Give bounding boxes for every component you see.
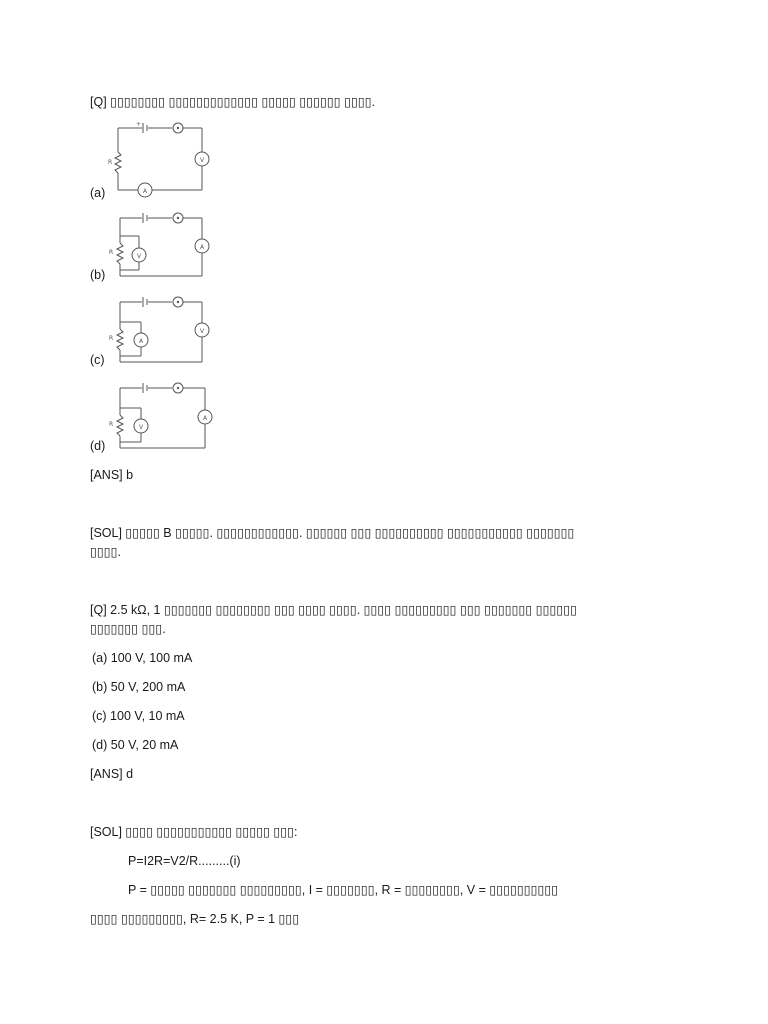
ammeter-label: A (200, 244, 205, 251)
solution-1-line-1: [SOL] ▯▯▯▯▯ B ▯▯▯▯▯. ▯▯▯▯▯▯▯▯▯▯▯▯. ▯▯▯▯▯▯ ▯▯▯ ▯▯▯▯▯▯▯▯▯▯ ▯▯▯▯▯▯▯▯▯▯▯ ▯▯▯▯▯▯▯ (90, 526, 575, 540)
ammeter-label: A (203, 415, 208, 422)
voltmeter-label: V (200, 157, 205, 164)
voltmeter-label: V (139, 424, 144, 431)
ammeter-label: A (143, 188, 148, 195)
resistor-label: R (109, 249, 114, 256)
option-2-c: (c) 100 V, 10 mA (92, 709, 185, 723)
solution-2-intro: [SOL] ▯▯▯▯ ▯▯▯▯▯▯▯▯▯▯▯ ▯▯▯▯▯ ▯▯▯: (90, 825, 298, 839)
question-1-text: [Q] ▯▯▯▯▯▯▯▯ ▯▯▯▯▯▯▯▯▯▯▯▯▯ ▯▯▯▯▯ ▯▯▯▯▯▯ ▯▯▯▯. (90, 95, 376, 109)
option-2-b: (b) 50 V, 200 mA (92, 680, 186, 694)
answer-1: [ANS] b (90, 468, 134, 482)
formula: P=I2R=V2/R.........(i) (128, 854, 241, 868)
svg-text:+: + (136, 121, 142, 128)
circuit-diagram-d (106, 378, 218, 454)
question-2-line-2: ▯▯▯▯▯▯▯ ▯▯▯. (90, 622, 166, 636)
option-2-d: (d) 50 V, 20 mA (92, 738, 179, 752)
voltmeter-label: V (200, 328, 205, 335)
option-label-b: (b) (90, 268, 106, 282)
given-values: ▯▯▯▯ ▯▯▯▯▯▯▯▯▯, R= 2.5 K, P = 1 ▯▯▯ (90, 912, 300, 926)
option-label-a: (a) (90, 186, 106, 200)
resistor-label: R (109, 421, 114, 428)
question-2-line-1: [Q] 2.5 kΩ, 1 ▯▯▯▯▯▯▯ ▯▯▯▯▯▯▯▯ ▯▯▯ ▯▯▯▯ ▯▯▯▯. ▯▯▯▯ ▯▯▯▯▯▯▯▯▯ ▯▯▯ ▯▯▯▯▯▯▯ ▯▯▯▯▯▯ (90, 603, 578, 617)
option-label-c: (c) (90, 353, 105, 367)
circuit-diagram-a (106, 118, 218, 200)
resistor-label: R (109, 335, 114, 342)
circuit-diagram-c (106, 292, 218, 368)
voltmeter-label: V (137, 253, 142, 260)
resistor-label: R (108, 159, 113, 166)
circuit-diagram-b (106, 208, 218, 282)
solution-1-line-2: ▯▯▯▯. (90, 545, 121, 559)
variable-definitions: P = ▯▯▯▯▯ ▯▯▯▯▯▯▯ ▯▯▯▯▯▯▯▯▯, I = ▯▯▯▯▯▯▯, R = ▯▯▯▯▯▯▯▯, V = ▯▯▯▯▯▯▯▯▯▯ (128, 883, 559, 897)
option-label-d: (d) (90, 439, 106, 453)
answer-2: [ANS] d (90, 767, 134, 781)
ammeter-label: A (139, 338, 144, 345)
option-2-a: (a) 100 V, 100 mA (92, 651, 193, 665)
